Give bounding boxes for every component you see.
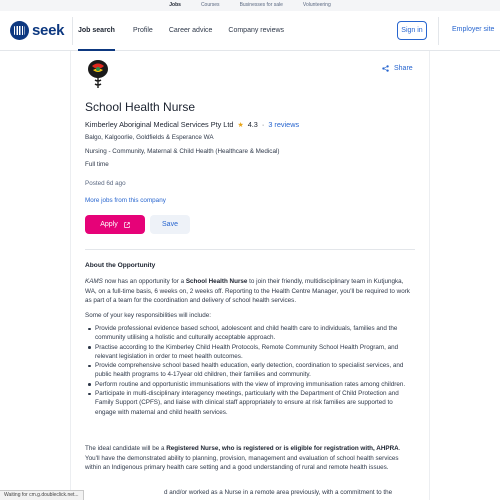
advertiser-name[interactable]: Kimberley Aboriginal Medical Services Pty Ltd	[85, 120, 234, 129]
util-link-volunteering[interactable]: Volunteering	[302, 2, 331, 8]
intro-paragraph	[85, 277, 415, 306]
rating-value: 4.3	[247, 120, 258, 129]
job-work-type: Full time	[85, 161, 109, 168]
nav-divider	[438, 17, 439, 45]
nav-link-job-search[interactable]: Job search	[78, 11, 125, 51]
section-divider	[85, 249, 415, 250]
responsibilities-intro: Some of your key responsibilities will include:	[85, 312, 211, 319]
list-item: Provide professional evidence based school, adolescent and child health care to individuals, families and the community utilising a holistic and culturally acceptable approach.	[85, 324, 415, 343]
partial-paragraph: d and/or worked as a Nurse in a remote area previously, with a commitment to the	[164, 489, 393, 496]
ideal-text-2: . You'll have the demonstrated ability to planning, provision, management and evaluation of school health services within an Indigenous primary health care setting and a good understanding of rural and remote health issues.	[85, 445, 401, 471]
nav-divider	[72, 17, 73, 45]
main-nav	[0, 11, 500, 51]
list-item: Practise according to the Kimberley Child Health Protocols, Remote Community School Health Program, and relevant legislation in order to meet health outcomes.	[85, 343, 415, 362]
job-title: School Health Nurse	[85, 100, 196, 114]
nav-link-profile[interactable]: Profile	[132, 27, 153, 34]
seek-logo-text: seek	[32, 22, 65, 39]
job-details-panel	[70, 51, 430, 500]
utility-bar	[0, 0, 500, 11]
list-item: Participate in multi-disciplinary interagency meetings, particularly with the Department of Child Protection and Family Support (CPFS), and liaise with clinical staff appropriately to ensure at risk families are supported to engage with maternal and child health services.	[85, 389, 415, 417]
ideal-requirement: Registered Nurse, who is registered or is eligible for registration with, AHPRA	[166, 445, 399, 452]
employer-site-link[interactable]: Employer site	[452, 26, 495, 33]
util-link-businesses[interactable]: Businesses for sale	[239, 2, 283, 8]
browser-status-bar: Waiting for cm.g.doubleclick.net...	[0, 490, 84, 500]
job-classification: Nursing - Community, Maternal & Child Health (Healthcare & Medical)	[85, 148, 280, 155]
list-item: Provide comprehensive school based health education, early detection, coordination to specialist services, and public health programs to 4-17year old children, their families and community.	[85, 361, 415, 380]
apply-button[interactable]	[85, 215, 145, 234]
intro-text-1: now has an opportunity for a	[102, 278, 186, 285]
reviews-link[interactable]: 3 reviews	[268, 120, 300, 129]
more-jobs-link[interactable]: More jobs from this company	[85, 197, 166, 204]
util-link-jobs[interactable]: Jobs	[169, 2, 181, 8]
responsibilities-list	[85, 324, 415, 417]
intro-role: School Health Nurse	[185, 278, 248, 285]
nav-link-career-advice[interactable]: Career advice	[168, 27, 213, 34]
share-button[interactable]	[382, 65, 413, 72]
company-logo	[86, 59, 110, 89]
apply-label: Apply	[100, 221, 118, 228]
seek-logo[interactable]	[10, 21, 64, 40]
intro-text-2: to join their friendly, multidisciplinary team in Kutjungka, WA, on a full-time basis, 6 weeks on, 2 weeks off. Reporting to the Health Centre Manager, you'll be required to work as part of a team for the coordination and delivery of school health services.	[85, 278, 410, 304]
star-icon: ★	[237, 121, 244, 129]
util-link-courses[interactable]: Courses	[200, 2, 220, 8]
ideal-candidate-paragraph	[85, 444, 415, 473]
nav-link-company-reviews[interactable]: Company reviews	[228, 27, 285, 34]
advertiser-row	[85, 120, 299, 129]
sign-in-button[interactable]: Sign in	[397, 21, 427, 40]
about-heading: About the Opportunity	[85, 262, 156, 269]
posted-date: Posted 6d ago	[85, 180, 126, 187]
nav-links	[78, 11, 292, 51]
list-item: Perform routine and opportunistic immunisations with the view of improving immunisation rates among children.	[85, 380, 415, 389]
share-icon	[382, 65, 389, 72]
seek-logo-icon	[10, 21, 29, 40]
external-link-icon	[124, 222, 130, 228]
intro-org: KAMS	[85, 278, 103, 285]
job-location: Balgo, Kalgoorlie, Goldfields & Esperance WA	[85, 134, 214, 141]
ideal-text-1: The ideal candidate will be a	[85, 445, 167, 452]
rating-separator: ·	[261, 120, 265, 129]
save-button[interactable]: Save	[150, 215, 190, 234]
share-label: Share	[394, 65, 413, 72]
